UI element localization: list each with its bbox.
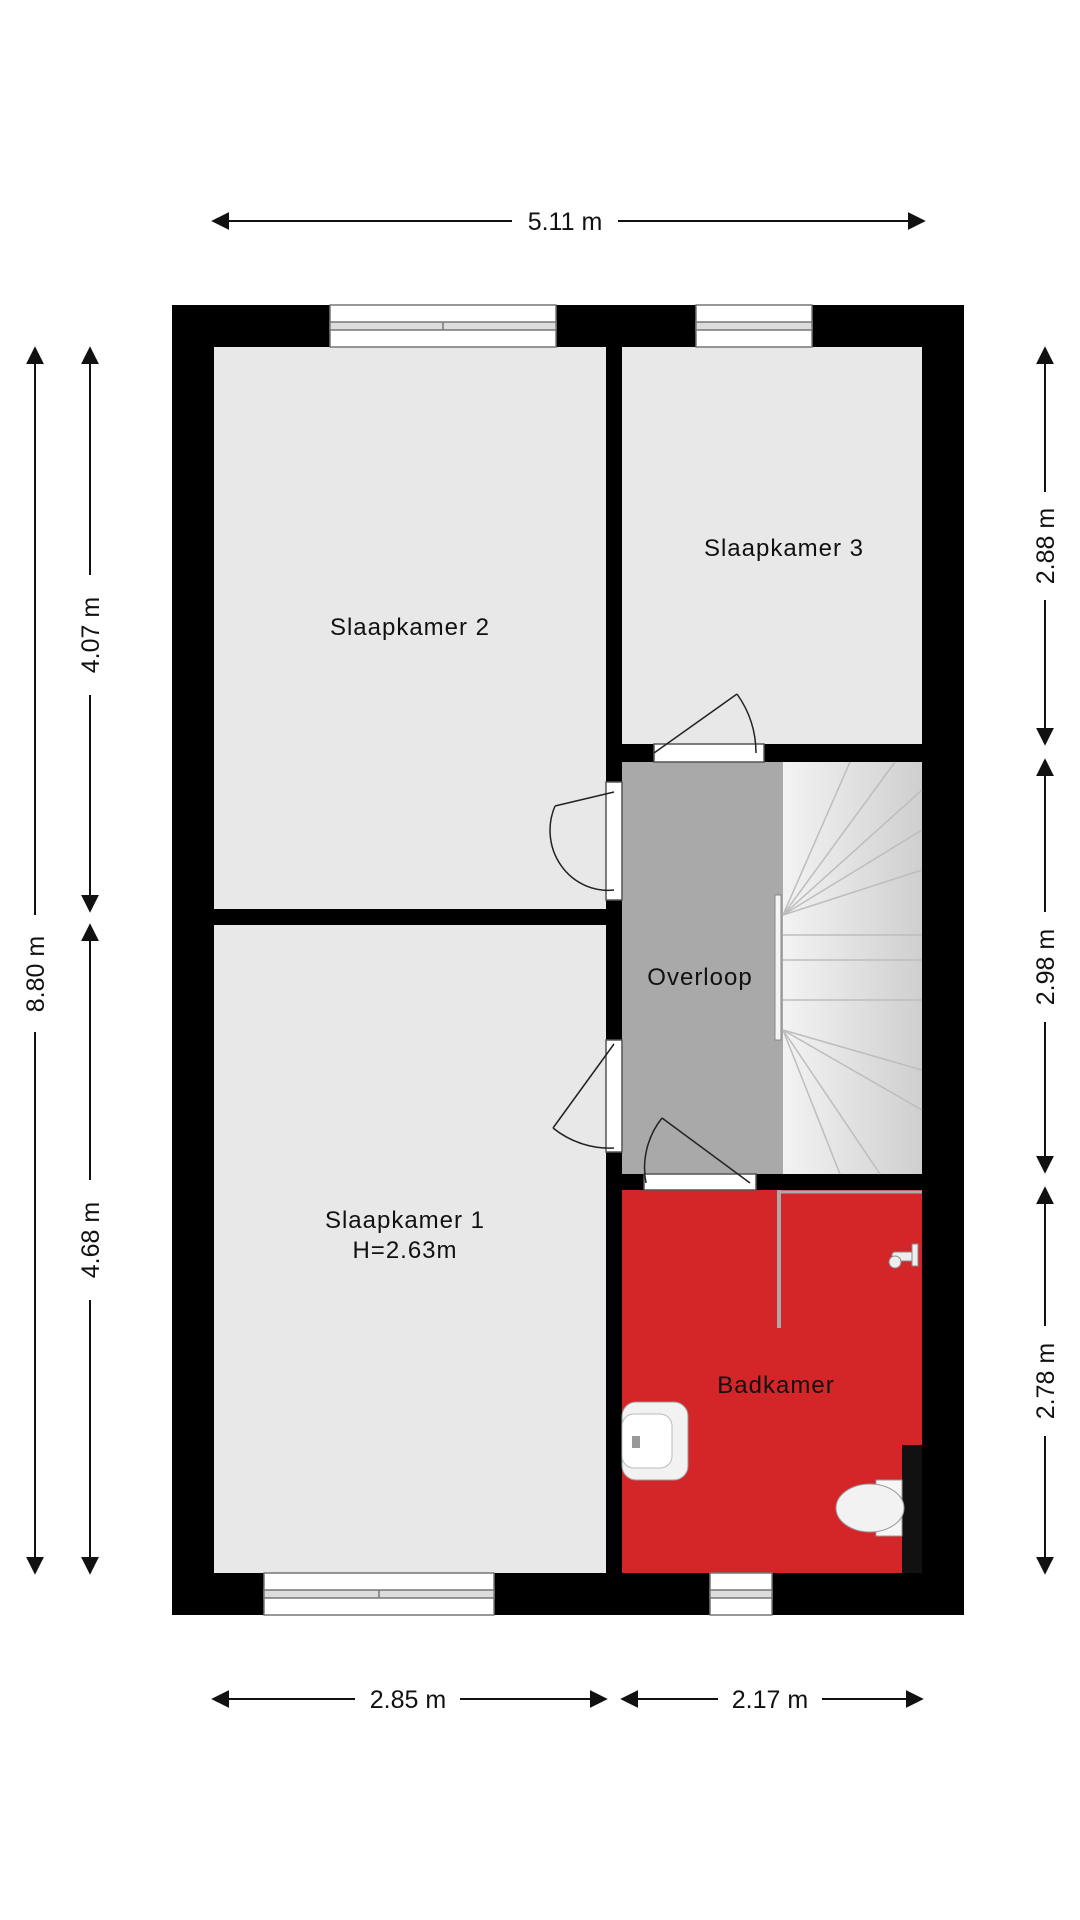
room-label-badkamer: Badkamer [717, 1372, 835, 1399]
room-height-note: H=2.63m [352, 1237, 458, 1264]
window-icon [710, 1573, 772, 1615]
floor-stairs [783, 762, 922, 1174]
window-icon [696, 305, 812, 347]
dimension-label-bottom-right: 2.17 m [731, 1686, 809, 1714]
room-label-overloop: Overloop [647, 964, 753, 991]
dimension-label-right-upper: 2.88 m [1032, 507, 1060, 585]
dimension-label-left-upper: 4.07 m [77, 596, 105, 674]
washbasin-icon [622, 1402, 688, 1480]
dimension-label-right-lower: 2.78 m [1032, 1342, 1060, 1420]
dimension-label-left-lower: 4.68 m [77, 1201, 105, 1279]
window-icon [264, 1573, 494, 1615]
room-label-slaapkamer-2: Slaapkamer 2 [329, 614, 491, 641]
room-label-slaapkamer-3: Slaapkamer 3 [703, 535, 865, 562]
window-icon [330, 305, 556, 347]
dimension-label-top: 5.11 m [527, 208, 603, 236]
room-label-slaapkamer-1: Slaapkamer 1 [324, 1207, 486, 1234]
dimension-label-bottom-left: 2.85 m [369, 1686, 447, 1714]
dimension-label-right-middle: 2.98 m [1032, 928, 1060, 1006]
dimension-label-left-total: 8.80 m [22, 935, 50, 1013]
